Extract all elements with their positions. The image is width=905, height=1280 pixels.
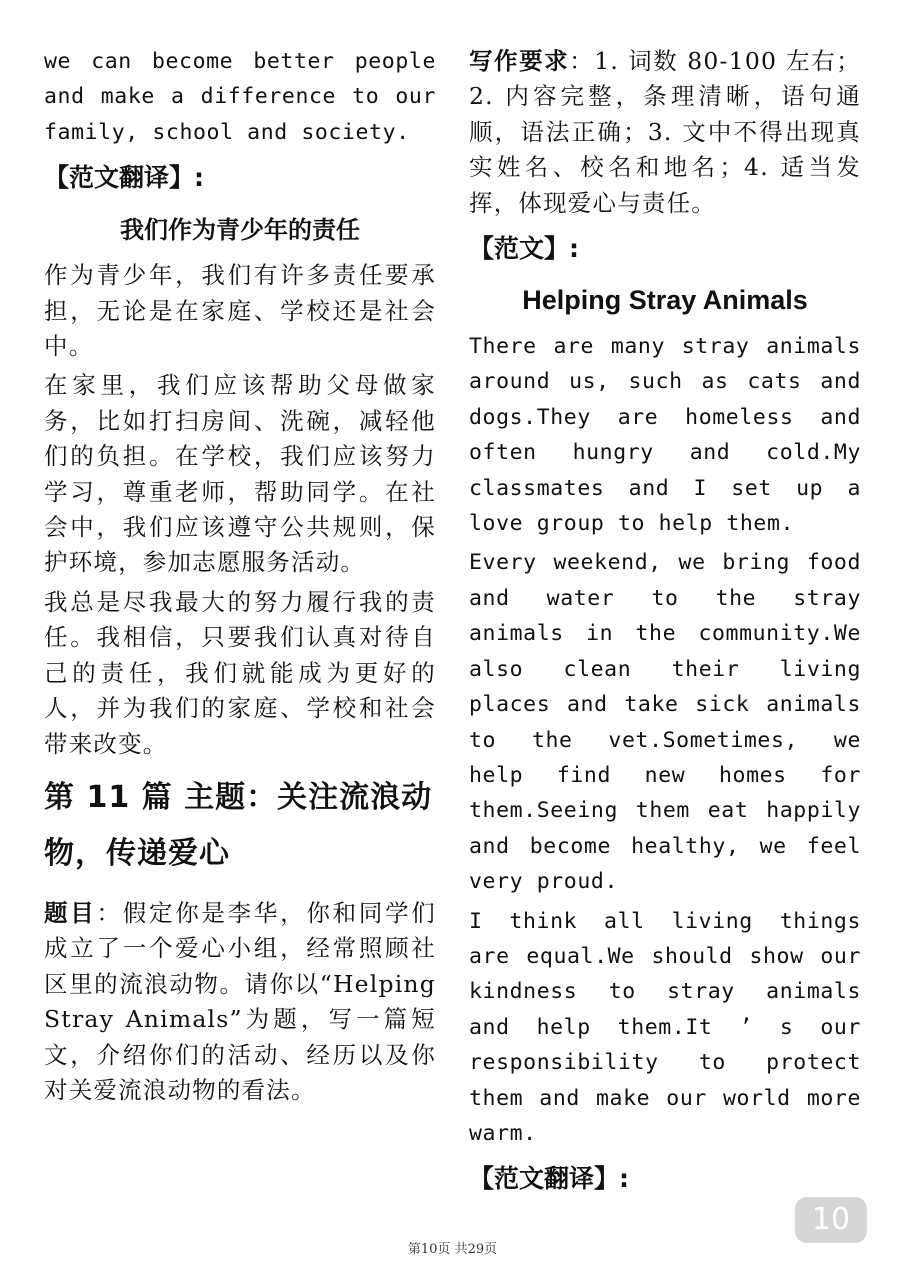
translation-heading-2: 【范文翻译】: [469, 1164, 629, 1194]
essay-title: Helping Stray Animals [522, 285, 808, 316]
translation-paragraph-2: 在家里，我们应该帮助父母做家务，比如打扫房间、洗碗，减轻他们的负担。在学校，我们应该努力学习，尊重老师，帮助同学。在社会中，我们应该遵守公共规则，保护环境，参加志愿服务活动。 [44, 371, 436, 577]
requirements-paragraph [469, 44, 861, 221]
intro-paragraph-end: we can become better people and make a difference to our family, school and society. [44, 49, 436, 145]
question-label: 题目 [44, 898, 97, 927]
model-essay-heading: 【范文】: [469, 234, 579, 264]
translation-title: 我们作为青少年的责任 [120, 216, 360, 245]
requirements-text: ：1. 词数 80-100 左右；2. 内容完整，条理清晰，语句通顺，语法正确；3. 文中不得出现真实姓名、校名和地名；4. 适当发挥，体现爱心与责任。 [469, 47, 861, 217]
translation-paragraph-3: 我总是尽我最大的努力履行我的责任。我相信，只要我们认真对待自己的责任，我们就能成为更好的人，并为我们的家庭、学校和社会带来改变。 [44, 587, 436, 758]
requirements-label: 写作要求 [469, 47, 570, 75]
left-column [44, 44, 436, 1112]
translation-paragraph-1: 作为青少年，我们有许多责任要承担，无论是在家庭、学校还是社会中。 [44, 261, 436, 361]
question-text: ：假定你是李华，你和同学们成立了一个爱心小组，经常照顾社区里的流浪动物。请你以“Helping Stray Animals”为题，写一篇短文，介绍你们的活动、经历以及你对关爱流浪动物的看法。 [44, 898, 436, 1104]
right-column [469, 44, 861, 1209]
essay-paragraph-1: There are many stray animals around us, such as cats and dogs.They are homeless and often hungry and cold.My classmates and I set up a love group to help them. [469, 334, 861, 537]
section-title: 第 11 篇 主题：关注流浪动物，传递爱心 [44, 779, 433, 871]
page-number-badge: 10 [795, 1197, 867, 1243]
essay-paragraph-2: Every weekend, we bring food and water to the stray animals in the community.We also clean their living places and take sick animals to the vet.Sometimes, we help find new homes for them.Seeing them eat happily and become healthy, we feel very proud. [469, 550, 861, 895]
question-paragraph [44, 896, 436, 1108]
translation-heading: 【范文翻译】: [44, 163, 204, 193]
essay-paragraph-3: I think all living things are equal.We should show our kindness to stray animals and help them.It ’ s our responsibility to protect them and make our world more warm. [469, 908, 861, 1146]
page-footer: 第10页 共29页 [407, 1242, 498, 1257]
